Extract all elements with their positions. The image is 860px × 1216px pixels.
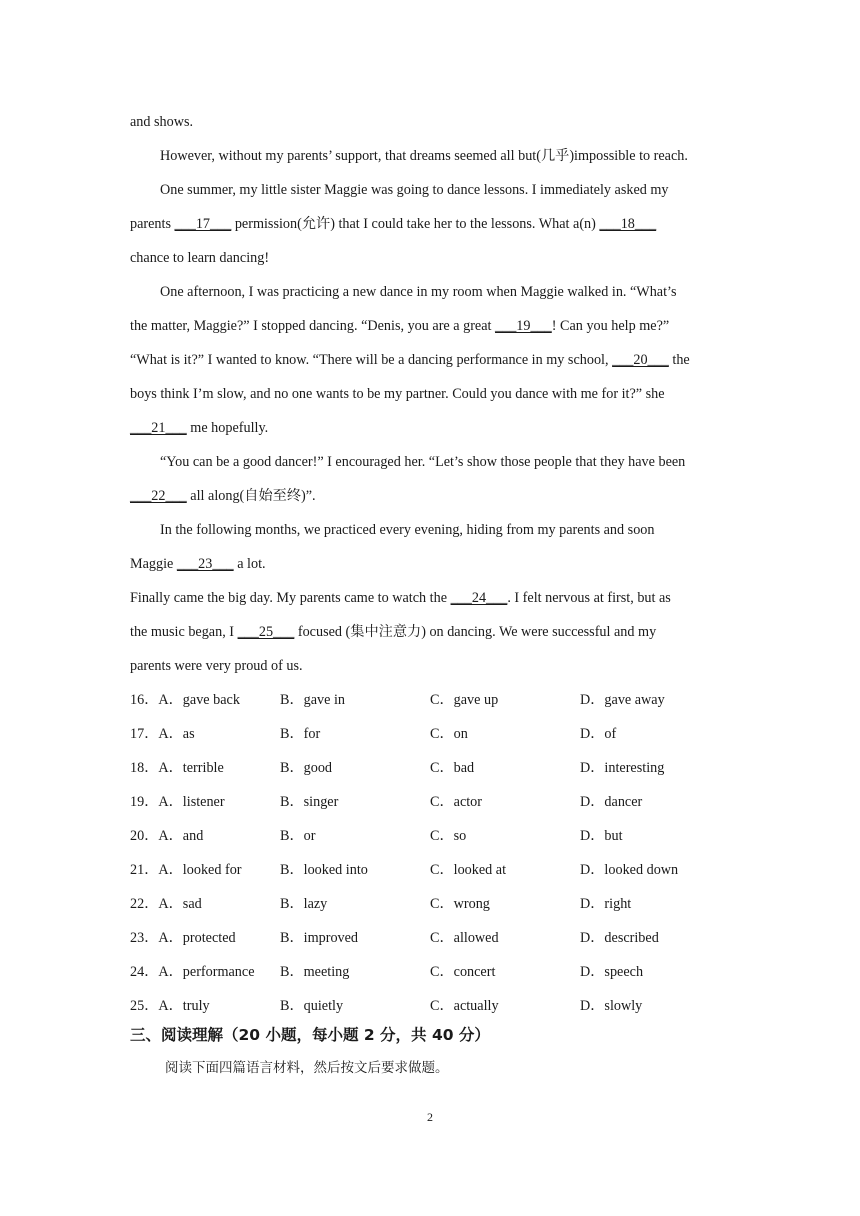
- text-span: Maggie: [130, 556, 177, 572]
- option-row: [130, 894, 730, 914]
- option-d: D．but: [580, 828, 623, 844]
- text-span: the matter, Maggie?” I stopped dancing. “Denis, you are a great: [130, 318, 496, 334]
- text-span: permission(允许) that I could take her to the lessons. What a(n): [231, 216, 600, 232]
- option-b: B．meeting: [280, 964, 350, 980]
- text-span: the: [668, 352, 690, 368]
- option-row: [130, 758, 730, 778]
- blank-21: ___21___: [130, 420, 187, 436]
- option-d: D．gave away: [580, 692, 665, 708]
- option-b: B．gave in: [280, 692, 346, 708]
- option-row: [130, 792, 730, 812]
- option-c: C．looked at: [430, 862, 507, 878]
- option-d: D．slowly: [580, 998, 643, 1014]
- option-a: 17．A．as: [130, 726, 195, 742]
- option-c: C．concert: [430, 964, 496, 980]
- option-b: B．improved: [280, 930, 359, 946]
- option-row: [130, 996, 730, 1016]
- option-c: C．on: [430, 726, 468, 742]
- blank-17: ___17___: [174, 216, 232, 232]
- passage-line: [130, 350, 690, 370]
- option-row: [130, 860, 730, 880]
- passage-line: [130, 418, 268, 438]
- text-span: “What is it?” I wanted to know. “There will be a dancing performance in my school,: [130, 352, 613, 368]
- option-b: B．for: [280, 726, 321, 742]
- option-b: B．lazy: [280, 896, 328, 912]
- option-b: B．quietly: [280, 998, 344, 1014]
- option-c: C．gave up: [430, 692, 499, 708]
- option-c: C．bad: [430, 760, 475, 776]
- option-a: 16．A．gave back: [130, 692, 240, 708]
- text-span: the music began, I: [130, 624, 238, 640]
- option-b: B．looked into: [280, 862, 368, 878]
- option-c: C．so: [430, 828, 467, 844]
- passage-line: and shows.: [130, 114, 194, 130]
- option-b: B．good: [280, 760, 333, 776]
- blank-23: ___23___: [176, 556, 234, 572]
- section-instruction: 阅读下面四篇语言材料，然后按文后要求做题。: [165, 1060, 449, 1076]
- option-d: D．speech: [580, 964, 644, 980]
- blank-19: ___19___: [495, 318, 552, 334]
- passage-line: [130, 316, 669, 336]
- passage-line: [130, 554, 266, 574]
- passage-line: [130, 588, 671, 608]
- text-span: Finally came the big day. My parents came to watch the: [130, 590, 451, 606]
- option-b: B．singer: [280, 794, 339, 810]
- option-c: C．actor: [430, 794, 483, 810]
- passage-line: “You can be a good dancer!” I encouraged her. “Let’s show those people that they have been: [160, 454, 686, 470]
- option-b: B．or: [280, 828, 316, 844]
- option-a: 18．A．terrible: [130, 760, 224, 776]
- option-a: 25．A．truly: [130, 998, 210, 1014]
- passage-line: One summer, my little sister Maggie was going to dance lessons. I immediately asked my: [160, 182, 669, 198]
- blank-20: ___20___: [612, 352, 669, 368]
- text-span: focused (集中注意力) on dancing. We were successful and my: [294, 624, 657, 640]
- option-row: [130, 690, 730, 710]
- option-a: 19．A．listener: [130, 794, 225, 810]
- option-row: [130, 928, 730, 948]
- option-d: D．described: [580, 930, 659, 946]
- passage-line: [130, 486, 316, 506]
- passage-line: boys think I’m slow, and no one wants to be my partner. Could you dance with me for it?” she: [130, 386, 665, 402]
- text-span: . I felt nervous at first, but as: [507, 590, 671, 606]
- option-row: [130, 962, 730, 982]
- blank-25: ___25___: [237, 624, 295, 640]
- option-a: 22．A．sad: [130, 896, 202, 912]
- option-a: 21．A．looked for: [130, 862, 242, 878]
- text-span: a lot.: [233, 556, 266, 572]
- option-d: D．of: [580, 726, 617, 742]
- passage-line: [130, 622, 656, 642]
- text-span: me hopefully.: [186, 420, 269, 436]
- text-span: all along(自始至终)”.: [186, 488, 316, 504]
- passage-line: [130, 214, 656, 234]
- blank-18: ___18___: [599, 216, 657, 232]
- option-d: D．right: [580, 896, 632, 912]
- option-d: D．dancer: [580, 794, 643, 810]
- text-span: ! Can you help me?”: [551, 318, 670, 334]
- passage-line: parents were very proud of us.: [130, 658, 303, 674]
- passage-line: chance to learn dancing!: [130, 250, 270, 266]
- page-number: 2: [427, 1110, 433, 1124]
- option-a: 23．A．protected: [130, 930, 236, 946]
- option-d: D．interesting: [580, 760, 665, 776]
- passage-line: However, without my parents’ support, that dreams seemed all but(几乎)impossible to reach.: [160, 148, 688, 164]
- option-a: 24．A．performance: [130, 964, 255, 980]
- passage-line: In the following months, we practiced every evening, hiding from my parents and soon: [160, 522, 655, 538]
- option-d: D．looked down: [580, 862, 679, 878]
- option-row: [130, 724, 730, 744]
- option-c: C．allowed: [430, 930, 499, 946]
- option-row: [130, 826, 730, 846]
- blank-22: ___22___: [130, 488, 187, 504]
- section-heading: 三、阅读理解（20 小题，每小题 2 分，共 40 分）: [130, 1026, 490, 1044]
- blank-24: ___24___: [450, 590, 508, 606]
- option-c: C．wrong: [430, 896, 490, 912]
- option-c: C．actually: [430, 998, 499, 1014]
- text-span: parents: [130, 216, 175, 232]
- passage-line: One afternoon, I was practicing a new dance in my room when Maggie walked in. “What’s: [160, 284, 677, 300]
- option-a: 20．A．and: [130, 828, 204, 844]
